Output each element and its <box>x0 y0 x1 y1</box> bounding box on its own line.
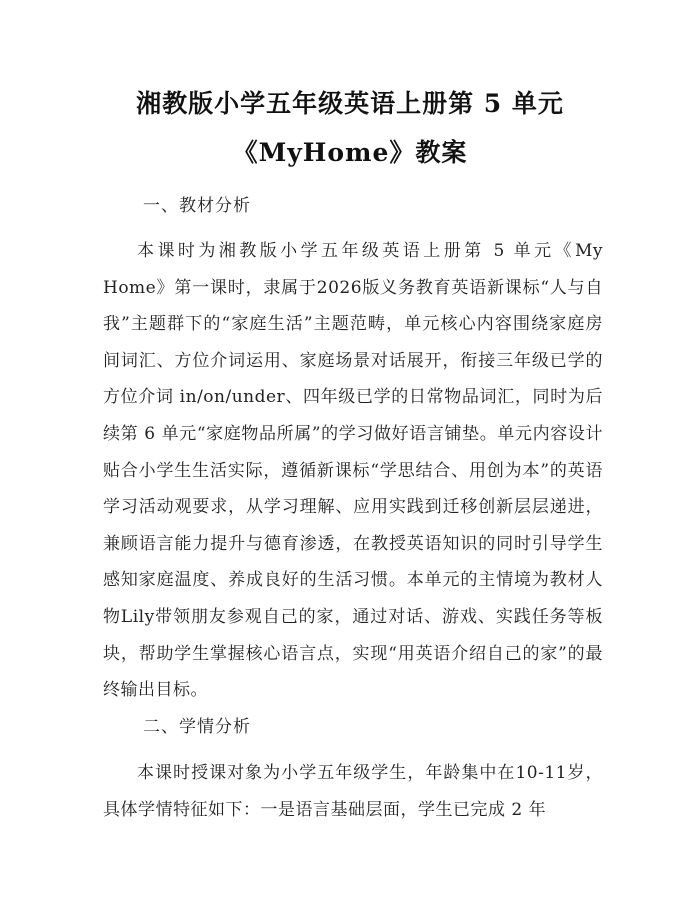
section-body-learner-analysis: 本课时授课对象为小学五年级学生，年龄集中在10-11岁，具体学情特征如下：一是语言基础层面，学生已完成 2 年 <box>103 763 603 820</box>
document-title-line1: 湘教版小学五年级英语上册第 5 单元 <box>136 89 564 118</box>
section-body-textbook-analysis: 本课时为湘教版小学五年级英语上册第 5 单元《My Home》第一课时，隶属于2026版义务教育英语新课标“人与自我”主题群下的“家庭生活”主题范畴，单元核心内容围绕家庭房间词汇、方位介词运用、家庭场景对话展开，衔接三年级已学的方位介词 in/on/under、四年级已学的日常物品词汇，同时为后续第 6 单元“家庭物品所属”的学习做好语言铺垫。单元内容设计贴合小学生生活实际，遵循新课标“学思结合、用创为本”的英语学习活动观要求，从学习理解、应用实践到迁移创新层层递进，兼顾语言能力提升与德育渗透，在教授英语知识的同时引导学生感知家庭温度、养成良好的生活习惯。本单元的主情境为教材人物Lily带领朋友参观自己的家，通过对话、游戏、实践任务等板块，帮助学生掌握核心语言点，实现“用英语介绍自己的家”的最终输出目标。 <box>103 241 603 701</box>
section-heading-textbook-analysis: 一、教材分析 <box>143 196 251 216</box>
document-title-line2: 《MyHome》教案 <box>232 138 468 167</box>
section-heading-learner-analysis: 二、学情分析 <box>143 717 251 737</box>
